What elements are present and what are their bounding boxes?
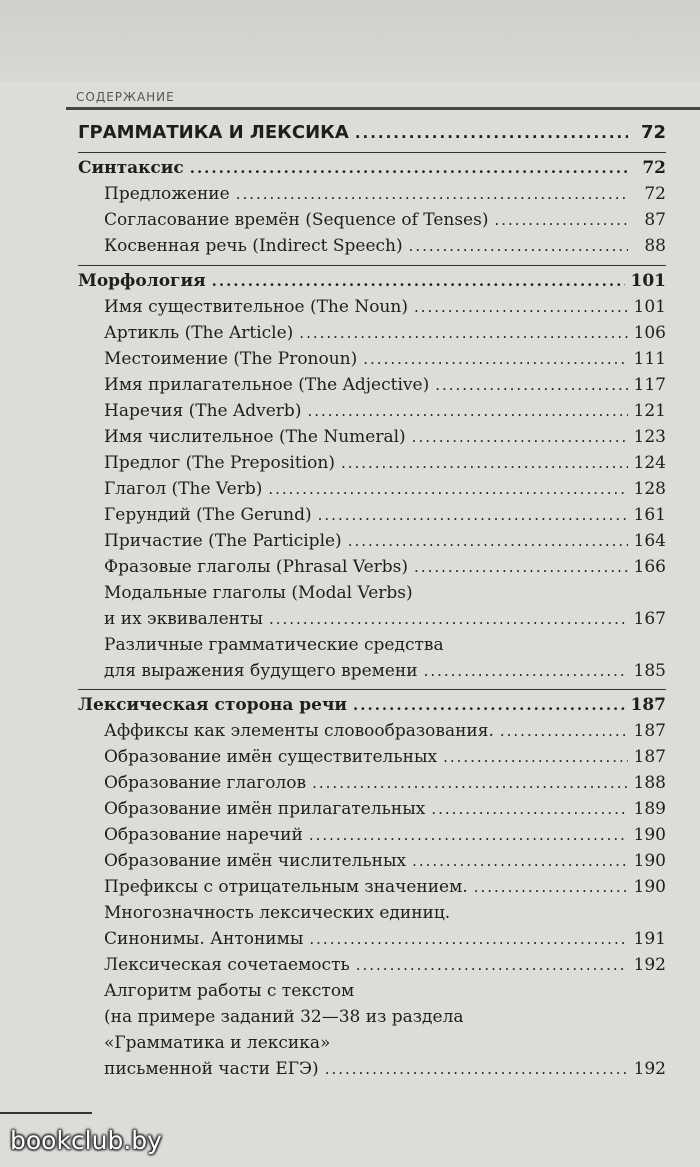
dot-leader xyxy=(435,372,627,398)
toc-item[interactable]: и их эквиваленты ..... 167 xyxy=(78,606,666,632)
section-divider xyxy=(78,152,666,153)
toc-item-line: Алгоритм работы с текстом xyxy=(104,981,355,1001)
dot-leader xyxy=(494,207,628,233)
toc-item-line: Многозначность лексических единиц. xyxy=(104,903,451,923)
toc-section-morphology[interactable]: Морфология ..... 101 xyxy=(78,268,666,294)
toc-item[interactable]: Префиксы с отрицательным значением. ..... 190 xyxy=(78,874,666,900)
toc-section-syntax[interactable]: Синтаксис ..... 72 xyxy=(78,155,666,181)
toc-item[interactable]: Местоимение (The Pronoun) ..... 111 xyxy=(78,346,666,372)
dot-leader xyxy=(443,744,627,770)
toc-item[interactable]: Глагол (The Verb) ..... 128 xyxy=(78,476,666,502)
dot-leader xyxy=(412,848,627,874)
dot-leader xyxy=(414,294,628,320)
toc-item[interactable]: Предложение ..... 72 xyxy=(78,181,666,207)
dot-leader xyxy=(409,233,628,259)
dot-leader xyxy=(414,554,628,580)
dot-leader xyxy=(363,346,627,372)
toc-item[interactable]: Согласование времён (Sequence of Tenses) ..... 87 xyxy=(78,207,666,233)
toc-item[interactable]: Герундий (The Gerund) ..... 161 xyxy=(78,502,666,528)
toc-item[interactable]: Наречия (The Adverb) ..... 121 xyxy=(78,398,666,424)
toc-section-lexical[interactable]: Лексическая сторона речи ..... 187 xyxy=(78,692,666,718)
watermark: bookclub.by xyxy=(10,1126,162,1155)
header-rule xyxy=(66,107,700,110)
toc-item-line: Модальные глаголы (Modal Verbs) xyxy=(104,583,413,603)
dot-leader xyxy=(318,502,628,528)
toc-item[interactable]: письменной части ЕГЭ) ..... 192 xyxy=(78,1056,666,1082)
dot-leader xyxy=(353,692,624,718)
section-divider xyxy=(78,265,666,266)
dot-leader xyxy=(355,120,628,146)
toc-item[interactable]: Артикль (The Article) ..... 106 xyxy=(78,320,666,346)
dot-leader xyxy=(309,822,628,848)
dot-leader xyxy=(356,952,628,978)
dot-leader xyxy=(268,476,627,502)
dot-leader xyxy=(299,320,627,346)
toc-item[interactable]: Образование имён существительных ..... 187 xyxy=(78,744,666,770)
toc-item[interactable]: Имя прилагательное (The Adjective) ..... 117 xyxy=(78,372,666,398)
toc-item[interactable]: Предлог (The Preposition) ..... 124 xyxy=(78,450,666,476)
section-divider xyxy=(78,689,666,690)
dot-leader xyxy=(212,268,625,294)
toc-item[interactable]: Фразовые глаголы (Phrasal Verbs) ..... 166 xyxy=(78,554,666,580)
toc-item[interactable]: Лексическая сочетаемость ..... 192 xyxy=(78,952,666,978)
footer-rule xyxy=(0,1112,92,1114)
toc-item[interactable]: Образование имён числительных ..... 190 xyxy=(78,848,666,874)
toc-item[interactable]: Образование имён прилагательных ..... 189 xyxy=(78,796,666,822)
dot-leader xyxy=(312,770,627,796)
toc-item-line: (на примере заданий 32—38 из раздела xyxy=(104,1007,464,1027)
toc-item-line: Различные грамматические средства xyxy=(104,635,444,655)
toc-item[interactable]: Косвенная речь (Indirect Speech) ..... 88 xyxy=(78,233,666,259)
dot-leader xyxy=(309,926,627,952)
toc-item[interactable]: для выражения будущего времени ..... 185 xyxy=(78,658,666,684)
dot-leader xyxy=(307,398,627,424)
toc-main-title[interactable]: ГРАММАТИКА И ЛЕКСИКА ..... 72 xyxy=(78,120,666,146)
toc-item[interactable]: Аффиксы как элементы словообразования. ..... 187 xyxy=(78,718,666,744)
toc-item-line: «Грамматика и лексика» xyxy=(104,1033,331,1053)
toc-item[interactable]: Причастие (The Participle) ..... 164 xyxy=(78,528,666,554)
toc-item[interactable]: Образование наречий ..... 190 xyxy=(78,822,666,848)
toc-item[interactable]: Образование глаголов ..... 188 xyxy=(78,770,666,796)
dot-leader xyxy=(431,796,627,822)
dot-leader xyxy=(424,658,628,684)
dot-leader xyxy=(474,874,628,900)
dot-leader xyxy=(325,1056,628,1082)
page-top-shadow xyxy=(0,0,700,82)
running-header: СОДЕРЖАНИЕ xyxy=(76,90,175,104)
dot-leader xyxy=(190,155,628,181)
dot-leader xyxy=(341,450,628,476)
toc-item[interactable]: Имя существительное (The Noun) ..... 101 xyxy=(78,294,666,320)
dot-leader xyxy=(269,606,628,632)
dot-leader xyxy=(348,528,628,554)
dot-leader xyxy=(500,718,628,744)
toc-item[interactable]: Синонимы. Антонимы ..... 191 xyxy=(78,926,666,952)
toc-item[interactable]: Имя числительное (The Numeral) ..... 123 xyxy=(78,424,666,450)
dot-leader xyxy=(412,424,628,450)
dot-leader xyxy=(236,181,628,207)
